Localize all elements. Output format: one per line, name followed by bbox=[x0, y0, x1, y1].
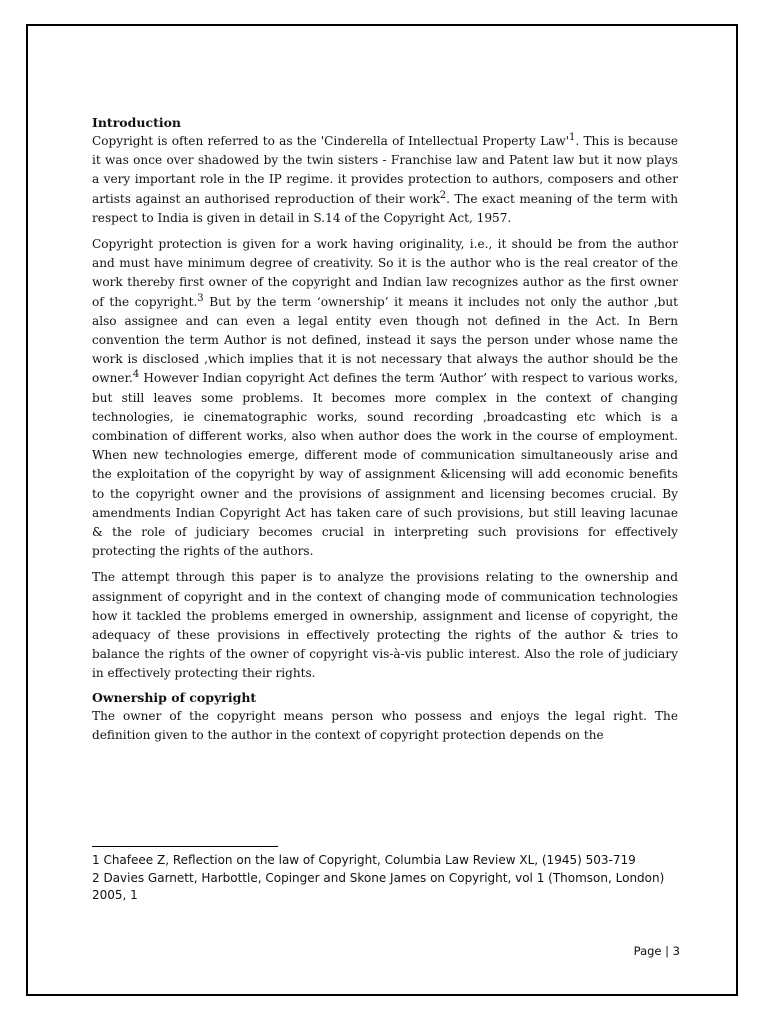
footnote-1: 1 Chafeee Z, Reflection on the law of Copyright, Columbia Law Review XL, (1945) 503-719 bbox=[92, 853, 636, 867]
paragraph-1-text-b: . This is because it was once over shadowed by the twin sisters - Franchise law and Patent law but it now plays a very important role in the IP regime. it provides protection to authors, composers and other artists against an authorised reproduction of their work bbox=[92, 134, 678, 206]
paragraph-2-text-b: But by the term ‘ownership’ it means it includes not only the author ,but also assignee and can even a legal entity even though not defined in the Act. In Bern convention the term Author is not defined, instead it says the person under whose name the work is disclosed ,which implies that it is not necessary that always the author should be the owner. bbox=[92, 294, 678, 386]
paragraph-1-text-c: . The exact meaning of the term with respect to India is given in detail in S.14 of the Copyright Act, 1957. bbox=[92, 191, 678, 225]
paragraph-2-text-a: Copyright protection is given for a work having originality, i.e., it should be from the author and must have minimum degree of creativity. So it is the author who is the real creator of the work thereby first owner of the copyright and Indian law recognizes author as the first owner of the copyright. bbox=[92, 237, 678, 309]
paragraph-3: The attempt through this paper is to analyze the provisions relating to the ownership and assignment of copyright and in the context of changing mode of communication technologies how it tackled the problems emerged in ownership, assignment and license of copyright, the adequacy of these provisions in effectively protecting the rights of the author & tries to balance the rights of the owner of copyright vis-à-vis public interest. Also the role of judiciary in effectively protecting their rights. bbox=[92, 570, 678, 681]
footnote-ref-2: 2 bbox=[439, 189, 447, 201]
paragraph-1-text-a: Copyright is often referred to as the 'Cinderella of Intellectual Property Law' bbox=[92, 134, 570, 148]
section-heading-ownership: Ownership of copyright bbox=[92, 689, 257, 705]
footnote-ref-1: 1 bbox=[569, 131, 576, 143]
footnote-ref-3: 3 bbox=[197, 292, 204, 304]
page-number: Page | 3 bbox=[633, 944, 680, 958]
document-body bbox=[92, 113, 678, 745]
footnote-separator bbox=[92, 846, 278, 847]
paragraph-4: The owner of the copyright means person who possess and enjoys the legal right. The definition given to the author in the context of copyright protection depends on the bbox=[92, 708, 678, 742]
paragraph-2 bbox=[92, 235, 678, 561]
section-heading-introduction: Introduction bbox=[92, 115, 182, 130]
footnote-ref-4: 4 bbox=[132, 369, 140, 381]
paragraph-1 bbox=[92, 132, 678, 228]
paragraph-2-text-c: However Indian copyright Act defines the term ‘Author’ with respect to various works, but still leaves some problems. It becomes more complex in the context of changing technologies, ie cinematographic works, sound recording ,broadcasting etc which is a combination of different works, also when author does the work in the course of employment. When new technologies emerge, different mode of communication simultaneously arise and the exploitation of the copyright by way of assignment &licensing will add economic benefits to the copyright owner and the provisions of assignment and licensing becomes crucial. By amendments Indian Copyright Act has taken care of such provisions, but still leaving lacunae & the role of judiciary becomes crucial in interpreting such provisions for effectively protecting the rights of the authors. bbox=[92, 371, 678, 559]
footnotes bbox=[92, 852, 692, 905]
footnote-2: 2 Davies Garnett, Harbottle, Copinger and Skone James on Copyright, vol 1 (Thomson, London) 2005, 1 bbox=[92, 870, 665, 902]
